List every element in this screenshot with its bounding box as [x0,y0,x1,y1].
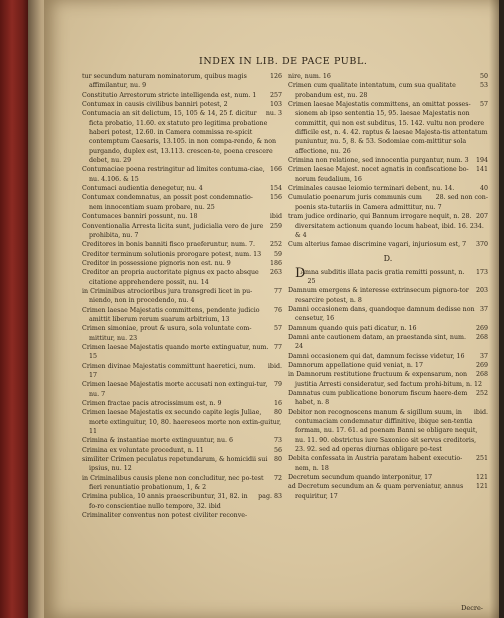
page-title: INDEX IN LIB. DE PACE PUBL. [199,56,368,67]
index-entry [288,389,488,408]
index-entry [288,265,488,287]
entry-text: tur secundum naturam nominatorum, quibus magis affimilantur, nu. 9 [82,73,247,90]
index-entry [82,474,282,493]
entry-text: Constitutio Arrestorum stricte intelligenda est, num. 1 [82,91,257,99]
entry-page-ref: 126 [269,73,282,80]
entry-text: Debita confessata in Austria paratam habent executio-nem, n. 18 [288,455,463,472]
entry-page-ref: 173 [475,268,488,276]
index-entry [82,72,282,91]
index-entries-c [288,72,488,250]
index-entry [82,184,282,193]
entry-page-ref: 186 [269,259,282,267]
index-entry [288,81,488,100]
entry-page-ref: 259 [269,222,282,230]
index-entry [82,306,282,325]
entry-text: Damnorum appellatione quid veniat, n. 17 [288,361,423,369]
index-entry [288,165,488,184]
entry-text: Contumacia an sit delictum, 15, 105 & 14, 25 f. dicitur ficta probatio, 11.60. ex statuto pro legitima probatione haberi potest, 12.60. in Camera commissa re-spicit contemptum Caesaris, 13.105. in non compa-rendo, & non purgando, duplex est, 13.113. crescen-te, poena crescere debet, nu. 29 [82,110,277,165]
entry-text: Crimen cum qualitate intentatum, cum sua qualitate probandum est, nu. 28 [288,82,456,99]
index-entry [82,492,282,511]
entry-page-ref: 16 [273,400,282,408]
entry-page-ref: 72 [273,474,282,482]
entry-page-ref: 59 [273,250,282,258]
entry-page-ref: 154 [269,185,282,193]
entry-text: ad Decretum secundum an & quam perveniatur, annus requiritur, 17 [288,483,464,500]
entry-text: in Criminibus atrocioribus jura transgredi licet in pu-niendo, non in procedendo, nu. 4 [82,287,253,305]
entry-text: Cum alterius famae discrimine vagari, injuriosum est, 7 [288,241,467,249]
entry-page-ref: 252 [475,390,488,397]
index-entry [82,193,282,212]
entry-text: Criminaliter conventus non potest civiliter reconve- [82,512,248,520]
entry-text: Decretum secundum quando interponitur, 17 [288,474,433,482]
index-entry [288,454,488,473]
index-entry [82,408,282,436]
index-entry [288,184,488,193]
entry-page-ref: 77 [273,343,282,351]
index-entry [82,343,282,362]
entry-text: Crimen laesae Majestatis committens, pendente judicio amittit liberum rerum suarum arbitrium, 13 [82,306,260,323]
entry-page-ref: 28. sed non con- [435,194,488,202]
entry-text: Crimina non relatione, sed innocentia purgantur, num. 3 [288,157,469,165]
entry-text: in Criminalibus causis plene non concluditur, nec po-test fieri renuntiatio probationum, 1, & 2 [82,474,264,492]
entry-text: Crimina ex voluntate procedunt, n. 11 [82,446,204,454]
entry-page-ref: 57 [273,325,282,333]
index-entry [288,193,488,212]
entry-page-ref: 50 [479,73,488,80]
drop-cap: D [295,265,306,281]
entry-page-ref: 269 [475,324,488,332]
section-letter-d: D. [383,253,393,263]
entry-text: Amna subditis illata pacis gratia remitti possunt, n. 25 [300,268,465,285]
entry-page-ref: 37 [479,352,488,360]
entry-text: Crimen laesae Majest. nocet agnatis in confiscatione bo-norum feudalium, 16 [288,166,469,183]
entry-page-ref: 57 [479,101,488,109]
entry-page-ref: ibid. [473,408,488,416]
catchword: Decre- [461,604,483,612]
entry-text: Crimen laesae Majestatis ex secundo capite legis Juliae, morte extinguitur, 10, 80. haereseos morte non extin-guitur, 11 [82,409,282,436]
entry-text: Contumaciae poena restringitur ad limites contuma-ciae, nu. 4.106. & 15 [82,166,265,183]
entry-text: in Damnorum restitutione fructuum & expensarum, non justitia Arresti consideratur, sed factum prohi-bitum, n. 12 [288,371,483,388]
index-entry [288,482,488,501]
entry-text: Crimen divinae Majestatis committunt haeretici, num. 17 [82,362,256,379]
entry-page-ref: 73 [273,437,282,445]
index-entry [82,259,282,268]
index-entry [82,362,282,381]
entry-page-ref: 141 [475,166,488,174]
index-entry [82,250,282,259]
entry-text: Damnum quando quis pati dicatur, n. 16 [288,324,417,332]
entry-text: Damnum emergens & interesse extrinsecum pignora-tor resarcire potest, n. 8 [288,287,469,304]
entry-page-ref: 166 [269,166,282,174]
entry-text: Contumaces banniri possunt, nu. 18 [82,213,198,221]
index-entry [82,240,282,249]
entry-text: Criminales causae leiomio terminari debent, nu. 14. [288,185,455,193]
entry-page-ref: 268 [475,333,488,341]
entry-page-ref: 252 [269,241,282,249]
entry-page-ref: 370 [475,241,488,249]
entry-text: Contumaci audientia denegetur, nu. 4 [82,185,203,193]
entry-text: Contumax in causis civilibus banniri potest, 2 [82,101,228,109]
entry-text: tram judice ordinario, qui Bannum irrogare nequit, n. 28. diversitatem actionum quando locum habeat, ibid. 16. 234. & 4 [288,213,484,239]
entry-text: Crimen laesae Majestatis morte accusati non extingui-tur, nu. 7 [82,381,268,398]
entry-text: Crimina & instantiae morte extinguuntur, nu. 6 [82,437,234,445]
index-entry [288,324,488,333]
entry-page-ref: 79 [273,381,282,389]
entry-page-ref: 77 [273,287,282,295]
entry-page-ref: 40 [479,185,488,193]
entry-page-ref: 53 [479,82,488,90]
entry-text: Conventionalia Arresta licita sunt, judicialia vero de jure prohibita, nu. 7 [82,222,264,239]
index-entry [82,91,282,100]
entry-text: Damnatus cum publicatione bonorum fiscum haere-dem habet, n. 8 [288,390,468,407]
entry-page-ref: 194 [475,157,488,165]
entry-page-ref: 103 [269,101,282,109]
index-entry [82,446,282,455]
entry-text: Damni occasionem dans, quandoque damnum dedisse non censetur, 16 [288,305,475,323]
index-entry [288,305,488,324]
entry-page-ref: 121 [475,474,488,482]
index-entry [288,361,488,370]
entry-text: Cumulatio poenarum juris communis cum poenis sta-tutariis in Camera admittitur, nu. 7 [288,194,442,211]
entry-page-ref: 76 [273,306,282,314]
entry-page-ref: ibid. [267,362,282,370]
index-column-right [288,72,488,501]
index-entry [288,333,488,352]
entry-text: Damni ante cautionem datam, an praestanda sint, num. 24 [288,333,466,351]
entry-page-ref: pag. 83 [258,493,282,501]
entry-page-ref: 56 [273,446,282,454]
index-entry [288,408,488,455]
book-page [44,0,499,618]
index-entry [82,399,282,408]
entry-page-ref: 156 [269,194,282,202]
entry-page-ref: nu. 3 [265,110,282,118]
entry-page-ref: 80 [273,456,282,464]
entry-page-ref: 257 [269,91,282,99]
index-column-left [82,72,282,521]
index-entry [82,324,282,343]
entry-text: nire, num. 16 [288,73,331,80]
index-entry [288,352,488,361]
entry-text: Crimen laesae Majestatis committens, an omittat posses-sionem ab ipso sententia 15, 95. laesae Majestatis non committit, qui non est subditus, 15. 142. vultu non prodere difficile est, n. 4. 42. raptus & laesae Majesta-tis attentatum puniuntur, nu. 5, 8. & 53. Sodomiae com-mittitur sola affectione, nu. 26 [288,101,488,155]
entry-page-ref: 251 [475,455,488,463]
index-entry [288,72,488,81]
index-entry [82,287,282,306]
index-entry [82,455,282,474]
index-entry [82,268,282,287]
index-entry [288,286,488,305]
entry-text: Crimen fractae pacis atrocissimum est, n. 9 [82,400,222,408]
entry-page-ref: 269 [475,361,488,369]
index-entry [288,370,488,389]
entry-text: Crimina publica, 10 annis praescribuntur, 31, 82. in fo-ro conscientiae nullo tempore, 32. ibid [82,493,248,510]
entry-page-ref: 268 [475,371,488,379]
entry-text: Crimen simoniae, prout & usura, sola voluntate com-mittitur, nu. 23 [82,325,252,342]
entry-text: Crimen laesae Majestatis quando morte extinguatur, num. 15 [82,343,269,361]
index-entry [288,156,488,165]
entry-text: Creditor terminum solutionis prorogare potest, num. 13 [82,250,262,258]
entry-page-ref: 207 [475,213,488,221]
index-entry [288,240,488,249]
entry-text: Creditores in bonis banniti fisco praeferuntur, num. 7. [82,241,255,249]
index-entry [288,473,488,482]
entry-text: Damni occasionem qui dat, damnum fecisse videtur, 16 [288,352,465,360]
page-shadow [489,0,499,618]
index-entries-d [288,265,488,502]
entry-page-ref: 121 [475,483,488,491]
book-binding [0,0,30,618]
entry-text: Contumax condemnatus, an possit post condemnatio-nem innocentiam suam probare, nu. 25 [82,194,253,211]
entry-text: similiter Crimen peculatus repetundarum, & homicidii sui ipsius, nu. 12 [82,456,268,473]
entry-text: Debitor non recognoscens manum & sigillum suum, in contumaciam condemnatur diffinitive, ibique sen-tentia formam, nu. 17. 61. ad poenam Banni se obligare nequit, nu. 11. 90. obstrictus iure Saxonico sit servus creditoris, 23. 92. sed ad operas diurnas obligare po-test [288,408,478,454]
entry-page-ref: 80 [273,409,282,417]
index-entry [288,100,488,156]
index-entry [82,222,282,241]
entry-text: Creditor an propria auctoritate pignus ex pacto absque citatione apprehendere possit, nu. 14 [82,269,259,286]
index-entry [288,212,488,240]
entry-page-ref: 37 [479,305,488,313]
entry-text: Creditor in possessione pignoris non est. nu. 9 [82,259,231,267]
index-entry [82,109,282,165]
entry-page-ref: ibid [269,213,282,221]
index-entry [82,100,282,109]
entry-page-ref: 263 [269,269,282,277]
index-entry [82,436,282,445]
index-entry [82,380,282,399]
index-entry [82,212,282,221]
index-entry [82,511,282,520]
entry-page-ref: 203 [475,287,488,295]
index-entry [82,165,282,184]
